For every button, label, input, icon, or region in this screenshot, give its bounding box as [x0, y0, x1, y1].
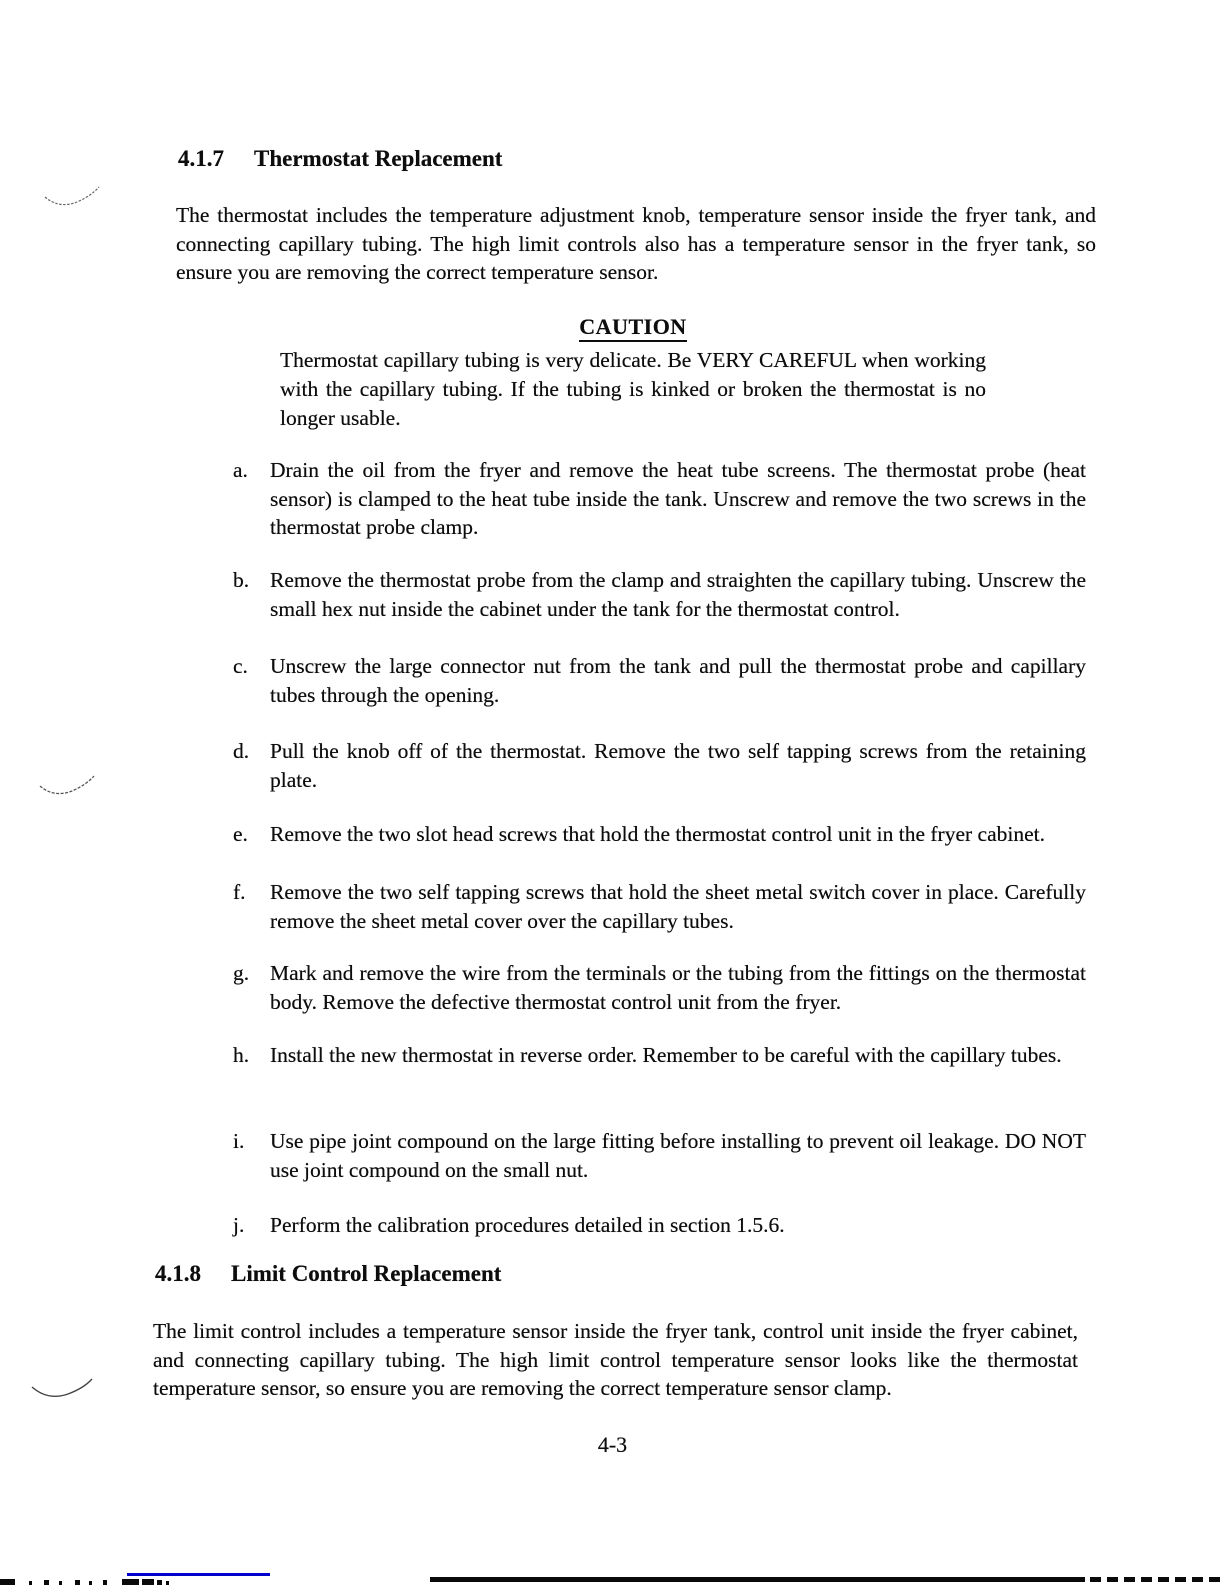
step-g: [233, 959, 1086, 1016]
step-f: [233, 878, 1086, 935]
section-417-intro: The thermostat includes the temperature adjustment knob, temperature sensor inside the fryer tank, and connecting capillary tubing. The high limit controls also has a temperature sensor in the fryer tank, so ensure you are removing the correct temperature sensor.: [176, 203, 1096, 284]
step-j: [233, 1211, 1086, 1240]
step-i-label: i.: [233, 1129, 245, 1153]
step-d-label: d.: [233, 739, 250, 763]
section-418-intro: The limit control includes a temperature sensor inside the fryer tank, control unit inside the fryer cabinet, and connecting capillary tubing. The high limit control temperature sensor looks like the thermostat temperature sensor, so ensure you are removing the correct temperature sensor clamp.: [153, 1319, 1078, 1400]
step-b-label: b.: [233, 568, 250, 592]
step-g-label: g.: [233, 961, 250, 985]
step-b: [233, 566, 1086, 623]
step-f-text: Remove the two self tapping screws that hold the sheet metal switch cover in place. Carefully remove the sheet metal cover over the capillary tubes.: [270, 880, 1086, 933]
step-h-text: Install the new thermostat in reverse order. Remember to be careful with the capillary tubes.: [270, 1043, 1062, 1067]
step-a-label: a.: [233, 458, 248, 482]
step-e-label: e.: [233, 822, 248, 846]
step-h: [233, 1041, 1086, 1070]
step-i: [233, 1127, 1086, 1184]
step-d-text: Pull the knob off of the thermostat. Remove the two self tapping screws from the retaining plate.: [270, 739, 1086, 792]
step-a: [233, 456, 1086, 542]
margin-squiggle-mark: [38, 774, 100, 802]
step-d: [233, 737, 1086, 794]
caution-title: CAUTION: [280, 314, 986, 340]
bottom-black-band-artifact: [430, 1577, 1085, 1582]
step-c-label: c.: [233, 654, 248, 678]
section-417-number: 4.1.7: [178, 146, 224, 171]
step-j-label: j.: [233, 1213, 245, 1237]
section-418-heading: [155, 1261, 501, 1287]
caution-body: Thermostat capillary tubing is very delicate. Be VERY CAREFUL when working with the capillary tubing. If the tubing is kinked or broken the thermostat is no longer usable.: [280, 348, 986, 430]
step-a-text: Drain the oil from the fryer and remove the heat tube screens. The thermostat probe (heat sensor) is clamped to the heat tube inside the tank. Unscrew and remove the two screws in the thermostat probe clamp.: [270, 458, 1086, 539]
bottom-left-cutoff-text-artifact: [0, 1579, 169, 1585]
section-418-title: Limit Control Replacement: [231, 1261, 502, 1286]
step-c: [233, 652, 1086, 709]
step-f-label: f.: [233, 880, 246, 904]
step-i-text: Use pipe joint compound on the large fitting before installing to prevent oil leakage. DO NOT use joint compound on the small nut.: [270, 1129, 1086, 1182]
margin-squiggle-mark: [43, 185, 105, 213]
step-b-text: Remove the thermostat probe from the clamp and straighten the capillary tubing. Unscrew the small hex nut inside the cabinet under the tank for the thermostat control.: [270, 568, 1086, 621]
step-c-text: Unscrew the large connector nut from the tank and pull the thermostat probe and capillary tubes through the opening.: [270, 654, 1086, 707]
margin-squiggle-mark: [30, 1377, 96, 1405]
step-e-text: Remove the two slot head screws that hold the thermostat control unit in the fryer cabinet.: [270, 822, 1045, 846]
step-e: [233, 820, 1086, 849]
caution-block: [280, 314, 986, 433]
step-g-text: Mark and remove the wire from the terminals or the tubing from the fittings on the thermostat body. Remove the defective thermostat control unit from the fryer.: [270, 961, 1086, 1014]
step-h-label: h.: [233, 1043, 250, 1067]
section-418-number: 4.1.8: [155, 1261, 201, 1286]
section-417-heading: [178, 146, 502, 172]
step-j-text: Perform the calibration procedures detailed in section 1.5.6.: [270, 1213, 785, 1237]
bottom-blue-line-artifact: [127, 1573, 270, 1576]
bottom-black-band-dashed-artifact: [1090, 1577, 1225, 1582]
page-number: 4-3: [597, 1432, 628, 1457]
section-417-title: Thermostat Replacement: [254, 146, 503, 171]
